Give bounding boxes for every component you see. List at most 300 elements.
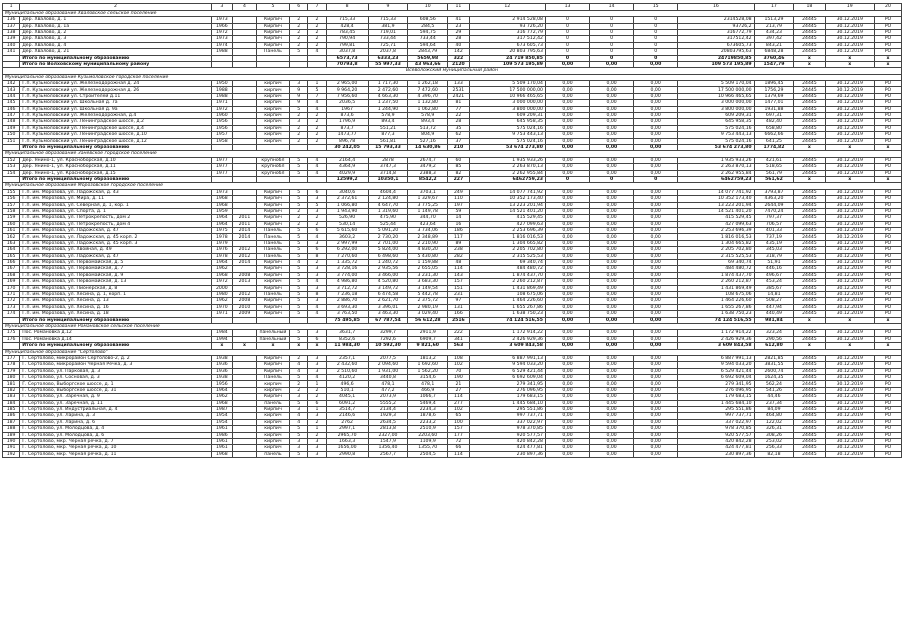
table-cell: 5: [290, 189, 308, 195]
table-cell: 0,00: [590, 355, 634, 361]
table-cell: 0,00: [590, 125, 634, 131]
table-cell: 496,67: [754, 272, 794, 278]
table-cell: крупнобл: [256, 170, 289, 176]
table-cell: Дер. Янино-1, ул. Красноборская, д.10: [20, 157, 211, 163]
table-cell: 0,00: [590, 100, 634, 106]
table-cell: 3714,8: [368, 170, 408, 176]
table-cell: 0,00: [634, 266, 678, 272]
table-cell: х: [825, 176, 874, 182]
table-cell: 2 914 528,08: [469, 17, 545, 23]
table-cell: 3: [308, 272, 326, 278]
table-cell: 284,5: [408, 23, 448, 29]
table-cell: 2504,5: [408, 451, 448, 457]
table-cell: 108 675,06: [678, 291, 754, 297]
table-cell: 920 577,57: [469, 432, 545, 438]
table-cell: 30.12.2019: [825, 228, 874, 234]
table-cell: 30.12.2019: [825, 355, 874, 361]
table-cell: 424 477,81: [469, 445, 545, 451]
table-cell: Г. Сертолово, микрорайон Сертолово-2, д. 2: [20, 355, 211, 361]
table-cell: 1 335,72: [326, 260, 368, 266]
table-cell: 0,00: [634, 298, 678, 304]
table-cell: Г.п. Кузьмоловский ул. Школьная д. 7а: [20, 100, 211, 106]
table-cell: РО: [874, 132, 901, 138]
table-cell: 0,00: [634, 100, 678, 106]
table-cell: 337 022,97: [469, 419, 545, 425]
table-cell: 4 520,80: [368, 279, 408, 285]
table-cell: 6: [308, 336, 326, 342]
table-cell: 3479,2: [408, 164, 448, 170]
table-cell: 2012: [233, 247, 257, 253]
table-cell: 30.12.2019: [825, 138, 874, 144]
table-cell: 0: [590, 49, 634, 55]
table-cell: 2878: [368, 157, 408, 163]
table-cell: 173: [3, 304, 20, 310]
table-cell: 145: [3, 100, 20, 106]
table-cell: 29: [448, 29, 470, 35]
table-cell: 30.12.2019: [825, 445, 874, 451]
table-cell: 1 464 226,60: [469, 298, 545, 304]
table-cell: 24445: [794, 221, 825, 227]
table-cell: 4: [308, 375, 326, 381]
table-cell: 316 772,79: [469, 29, 545, 35]
table-cell: 0,00: [634, 317, 678, 323]
table-cell: 2014: [233, 228, 257, 234]
column-number-cell: 13: [545, 4, 589, 11]
table-cell: 2 205 702,80: [678, 247, 754, 253]
table-cell: 3 149,72: [368, 285, 408, 291]
table-cell: 1961: [211, 445, 233, 451]
table-cell: 0,00: [634, 272, 678, 278]
table-cell: 2: [308, 36, 326, 42]
table-cell: 170: [3, 285, 20, 291]
table-cell: 30.12.2019: [825, 36, 874, 42]
table-cell: Кирпич: [256, 208, 289, 214]
table-cell: Г.п. им. Морозова, ул. Ладожская, д. 45 корп. 2: [20, 234, 211, 240]
table-cell: 0,00: [590, 298, 634, 304]
table-cell: 0,00: [590, 170, 634, 176]
table-cell: 4: [308, 164, 326, 170]
table-cell: 24445: [794, 215, 825, 221]
table-cell: 191: [3, 445, 20, 451]
table-cell: Пос. Романовка д.12: [20, 330, 211, 336]
table-cell: 3037,8: [326, 49, 368, 55]
table-cell: 608,56: [408, 17, 448, 23]
table-cell: 30.12.2019: [825, 298, 874, 304]
table-cell: панель: [256, 400, 289, 406]
table-cell: 2314528,08: [678, 17, 754, 23]
table-cell: 0,00: [590, 407, 634, 413]
table-cell: х: [308, 343, 326, 349]
table-cell: 2: [290, 387, 308, 393]
table-cell: х: [874, 61, 901, 67]
table-cell: 1956: [211, 381, 233, 387]
table-cell: Г. Сертолово, ул. Заречная, д. 9: [20, 394, 211, 400]
table-cell: 0,00: [590, 260, 634, 266]
table-cell: 2990,8: [326, 451, 368, 457]
table-cell: 4 396,70: [408, 93, 448, 99]
table-cell: 276 096,95: [469, 387, 545, 393]
table-cell: РО: [874, 87, 901, 93]
table-cell: Г.п. им. Морозова, ул. Петрокрепость, дом 4: [20, 221, 211, 227]
table-cell: Панель: [256, 247, 289, 253]
table-cell: 1 638 750,23: [469, 311, 545, 317]
table-cell: 1: [308, 426, 326, 432]
table-cell: 4363,20: [754, 196, 794, 202]
table-cell: 5 824,00: [368, 247, 408, 253]
table-cell: 0,00: [545, 407, 589, 413]
table-cell: 150: [3, 132, 20, 138]
table-cell: 0,00: [590, 413, 634, 419]
table-cell: 3631,7: [326, 330, 368, 336]
table-cell: 3: [308, 240, 326, 246]
table-cell: 24445: [794, 336, 825, 342]
table-cell: 72: [448, 438, 470, 444]
table-cell: 1 935 933,26: [469, 157, 545, 163]
table-cell: 1980: [211, 291, 233, 297]
table-cell: 317512,42: [678, 36, 754, 42]
table-cell: х: [825, 317, 874, 323]
table-cell: 323,24: [754, 330, 794, 336]
table-cell: 0,00: [545, 279, 589, 285]
table-cell: 5: [290, 164, 308, 170]
table-cell: 24445: [794, 394, 825, 400]
table-cell: 93726,2: [678, 23, 754, 29]
table-cell: 0,00: [590, 336, 634, 342]
table-cell: 67 787,54: [368, 317, 408, 323]
table-cell: 2: [290, 208, 308, 214]
table-cell: 6 292,00: [326, 247, 368, 253]
table-cell: 131: [448, 304, 470, 310]
table-cell: Дер. Янино-1, ул. Красноборская, д.11: [20, 164, 211, 170]
table-cell: Г.п. им. Морозова, ул. Ладожская, д. 45 корп. 3: [20, 240, 211, 246]
table-cell: 2011: [233, 221, 257, 227]
table-cell: 0,00: [545, 247, 589, 253]
table-cell: 24445: [794, 29, 825, 35]
table-cell: 0,00: [590, 228, 634, 234]
table-cell: Кирпич: [256, 304, 289, 310]
table-cell: 697,31: [754, 113, 794, 119]
table-cell: 0,00: [590, 196, 634, 202]
table-cell: 0: [545, 176, 589, 182]
table-cell: 5: [290, 311, 308, 317]
table-cell: 69 340,74: [469, 260, 545, 266]
column-number-cell: 2: [20, 4, 211, 11]
table-cell: 478,1: [368, 381, 408, 387]
table-cell: Итого по муниципальному образованию: [20, 55, 211, 61]
table-cell: 4: [290, 413, 308, 419]
table-cell: 0,00: [545, 170, 589, 176]
table-cell: Г.п. Кузьмоловский ул. Ленинградское шоссе, д.10: [20, 132, 211, 138]
table-cell: 189: [3, 432, 20, 438]
table-cell: 2073,9: [368, 394, 408, 400]
table-cell: 440,49: [754, 311, 794, 317]
table-cell: Г. Сертолово, ул. Молодцова, д. 6: [20, 432, 211, 438]
table-cell: 3603,2: [326, 234, 368, 240]
table-cell: 420 842,28: [678, 438, 754, 444]
table-cell: 1972: [211, 279, 233, 285]
table-cell: 2: [308, 132, 326, 138]
table-cell: 4: [290, 419, 308, 425]
table-cell: 715,33: [326, 17, 368, 23]
table-cell: РО: [874, 394, 901, 400]
table-cell: 1973: [211, 189, 233, 195]
table-cell: 149: [3, 125, 20, 131]
table-cell: 2: [308, 215, 326, 221]
table-cell: 0,00: [634, 240, 678, 246]
table-cell: 0,00: [590, 451, 634, 457]
table-cell: 2120: [448, 61, 470, 67]
column-number-cell: 8: [326, 4, 368, 11]
table-cell: 30.12.2019: [825, 432, 874, 438]
table-cell: 3: [308, 285, 326, 291]
table-cell: 0,00: [634, 451, 678, 457]
table-cell: 117: [448, 234, 470, 240]
table-cell: 1978: [211, 253, 233, 259]
table-cell: 578,9: [368, 113, 408, 119]
table-cell: 5: [308, 87, 326, 93]
table-cell: 3 763,50: [326, 311, 368, 317]
table-cell: х: [233, 343, 257, 349]
table-cell: 3: [308, 413, 326, 419]
table-cell: 3 609 843,58: [469, 343, 545, 349]
table-cell: 0,00: [590, 285, 634, 291]
table-cell: 6462759,23: [678, 176, 754, 182]
table-cell: х: [794, 317, 825, 323]
table-cell: 110: [448, 196, 470, 202]
table-cell: 14,81: [754, 291, 794, 297]
table-cell: РО: [874, 42, 901, 48]
table-cell: 482,40: [754, 119, 794, 125]
table-cell: 0: [634, 17, 678, 23]
table-cell: 594,75: [408, 29, 448, 35]
table-cell: 0,00: [590, 208, 634, 214]
table-cell: 0,00: [545, 100, 589, 106]
table-cell: 1 244,90: [368, 106, 408, 112]
table-cell: 30.12.2019: [825, 279, 874, 285]
table-cell: 24445: [794, 49, 825, 55]
table-cell: 5 091,20: [368, 228, 408, 234]
table-cell: 163: [3, 240, 20, 246]
table-cell: РО: [874, 400, 901, 406]
table-cell: 1960: [211, 113, 233, 119]
table-cell: 30.12.2019: [825, 381, 874, 387]
table-cell: 0,00: [590, 87, 634, 93]
table-cell: 1968: [211, 451, 233, 457]
table-cell: 0: [590, 36, 634, 42]
table-cell: 1 717,30: [368, 81, 408, 87]
table-cell: РО: [874, 228, 901, 234]
table-cell: [233, 451, 257, 457]
table-cell: 2233,2: [408, 419, 448, 425]
table-cell: 6 692 609,04: [469, 375, 545, 381]
table-cell: 2: [290, 36, 308, 42]
table-cell: 2037,8: [368, 49, 408, 55]
table-cell: 7 270,60: [326, 253, 368, 259]
table-cell: 478,1: [408, 381, 448, 387]
table-cell: Г.п. Кузьмоловский ул. Железнодорожная д. 26: [20, 87, 211, 93]
table-cell: 2567,7: [368, 451, 408, 457]
table-cell: 0,00: [590, 381, 634, 387]
table-cell: 308,26: [754, 432, 794, 438]
table-cell: 8: [308, 291, 326, 297]
table-cell: 2: [308, 432, 326, 438]
table-cell: 30.12.2019: [825, 291, 874, 297]
table-cell: 30.12.2019: [825, 387, 874, 393]
table-cell: 2644,09: [754, 202, 794, 208]
table-cell: 30.12.2019: [825, 240, 874, 246]
table-cell: х: [874, 55, 901, 61]
table-cell: 30.12.2019: [825, 81, 874, 87]
table-cell: 44,46: [754, 394, 794, 400]
table-cell: 53 674 273,80: [678, 145, 754, 151]
table-cell: 0,00: [634, 125, 678, 131]
table-cell: 2008: [233, 298, 257, 304]
table-cell: 2014: [233, 234, 257, 240]
table-cell: 179 683,15: [678, 394, 754, 400]
section-heading: Муниципальное образование Романовское сельское поселение: [3, 323, 902, 329]
table-cell: 14 521 401,20: [469, 208, 545, 214]
table-cell: 645 958,35: [469, 119, 545, 125]
table-cell: 144: [3, 93, 20, 99]
table-cell: 51,91: [754, 260, 794, 266]
table-cell: 256,33: [754, 445, 794, 451]
table-cell: кирпич: [256, 113, 289, 119]
table-cell: 1931,88: [754, 106, 794, 112]
table-cell: 167: [3, 266, 20, 272]
table-cell: 527,16: [408, 138, 448, 144]
table-cell: 790,94: [326, 36, 368, 42]
table-cell: РО: [874, 157, 901, 163]
table-cell: 0,00: [590, 375, 634, 381]
table-cell: Г.п. им. Морозова, ул. Мира, д. 11: [20, 196, 211, 202]
table-cell: 62: [448, 132, 470, 138]
table-cell: 3 683,30: [408, 279, 448, 285]
table-cell: 2: [290, 381, 308, 387]
table-cell: 0,00: [545, 132, 589, 138]
table-cell: 2 701,00: [368, 240, 408, 246]
table-cell: 30.12.2019: [825, 400, 874, 406]
table-cell: 1 464 226,60: [678, 298, 754, 304]
table-cell: 1 329,67: [408, 196, 448, 202]
table-cell: 1961: [211, 426, 233, 432]
table-cell: 143: [3, 87, 20, 93]
table-cell: 0,00: [545, 125, 589, 131]
table-cell: 1774,82: [754, 145, 794, 151]
table-cell: 3: [308, 208, 326, 214]
table-cell: 645 958,35: [678, 119, 754, 125]
table-cell: 109 573 195,89: [678, 61, 754, 67]
table-cell: 174: [3, 311, 20, 317]
table-cell: 10 966 465,65: [469, 93, 545, 99]
table-cell: РО: [874, 253, 901, 259]
table-cell: 609 209,31: [469, 113, 545, 119]
table-cell: 0,00: [545, 106, 589, 112]
table-cell: 122,02: [754, 419, 794, 425]
table-cell: 0,00: [590, 157, 634, 163]
table-cell: 1964: [211, 215, 233, 221]
table-cell: 2012: [233, 253, 257, 259]
table-cell: 0,00: [634, 336, 678, 342]
table-cell: Г.п. им. Морозова, ул. Ладожская, д. 43: [20, 189, 211, 195]
table-cell: РО: [874, 451, 901, 457]
table-cell: 190: [3, 438, 20, 444]
table-cell: 0,00: [590, 343, 634, 349]
table-cell: 0,00: [545, 253, 589, 259]
table-cell: 484 480,72: [469, 266, 545, 272]
table-cell: 5: [290, 240, 308, 246]
table-cell: Г. Сертолово, ул. Сосновая, д. 3: [20, 375, 211, 381]
table-cell: 5: [290, 336, 308, 342]
table-cell: 155: [3, 189, 20, 195]
table-cell: 30.12.2019: [825, 272, 874, 278]
table-body: [3, 4, 902, 458]
table-cell: 0,00: [634, 164, 678, 170]
table-cell: 385,67: [754, 285, 794, 291]
table-cell: 3747,3: [368, 164, 408, 170]
table-cell: 227: [448, 176, 470, 182]
table-cell: 6462759,23: [469, 176, 545, 182]
table-cell: 4 986,80: [326, 279, 368, 285]
table-cell: 1975: [211, 228, 233, 234]
table-cell: 151: [3, 138, 20, 144]
table-cell: 3: [308, 362, 326, 368]
table-cell: 2 730,20: [368, 234, 408, 240]
table-cell: 176: [3, 336, 20, 342]
table-cell: РО: [874, 407, 901, 413]
table-cell: 1958: [211, 138, 233, 144]
table-cell: х: [874, 145, 901, 151]
table-cell: Панель: [256, 253, 289, 259]
table-cell: 28: [448, 119, 470, 125]
section-heading: Муниципальное образование "Сертолово": [3, 349, 902, 355]
table-cell: 0,00: [545, 215, 589, 221]
table-cell: Г. Сертолово, мкр. Черная речка, д. 7: [20, 438, 211, 444]
table-cell: панельный: [256, 336, 289, 342]
table-cell: 0,00: [590, 164, 634, 170]
table-cell: 5 615,60: [326, 228, 368, 234]
table-cell: 0,00: [634, 215, 678, 221]
table-cell: 3: [308, 355, 326, 361]
table-cell: Кирпич: [256, 266, 289, 272]
table-cell: 561,62: [754, 176, 794, 182]
table-cell: 0,00: [590, 330, 634, 336]
table-cell: Г.п. им. Морозова, ул. Спорта, д. 1: [20, 208, 211, 214]
table-cell: 30.12.2019: [825, 311, 874, 317]
table-cell: 6: [308, 400, 326, 406]
section-heading: Муниципальное образование Кузьмоловское городское поселение: [3, 74, 902, 80]
table-cell: 1936: [211, 362, 233, 368]
table-cell: 24445: [794, 196, 825, 202]
table-cell: РО: [874, 432, 901, 438]
table-cell: 30.12.2019: [825, 23, 874, 29]
table-cell: 2965,70: [326, 432, 368, 438]
table-cell: 0,00: [545, 234, 589, 240]
table-cell: Кирпич: [256, 355, 289, 361]
table-cell: 0,00: [590, 106, 634, 112]
table-cell: 0,00: [545, 145, 589, 151]
column-number-cell: 12: [469, 4, 545, 11]
table-cell: 0,00: [634, 343, 678, 349]
table-cell: 24445: [794, 17, 825, 23]
table-cell: 14 077 741,92: [678, 189, 754, 195]
table-cell: 3 149,54: [408, 285, 448, 291]
table-cell: 141: [3, 49, 20, 55]
table-cell: Г.п. Кузьмоловский ул. Железнодорожная д. 24: [20, 81, 211, 87]
table-cell: 0,00: [545, 336, 589, 342]
table-cell: 60: [448, 157, 470, 163]
table-cell: 3 000 000,00: [678, 100, 754, 106]
table-cell: 475,90: [368, 215, 408, 221]
